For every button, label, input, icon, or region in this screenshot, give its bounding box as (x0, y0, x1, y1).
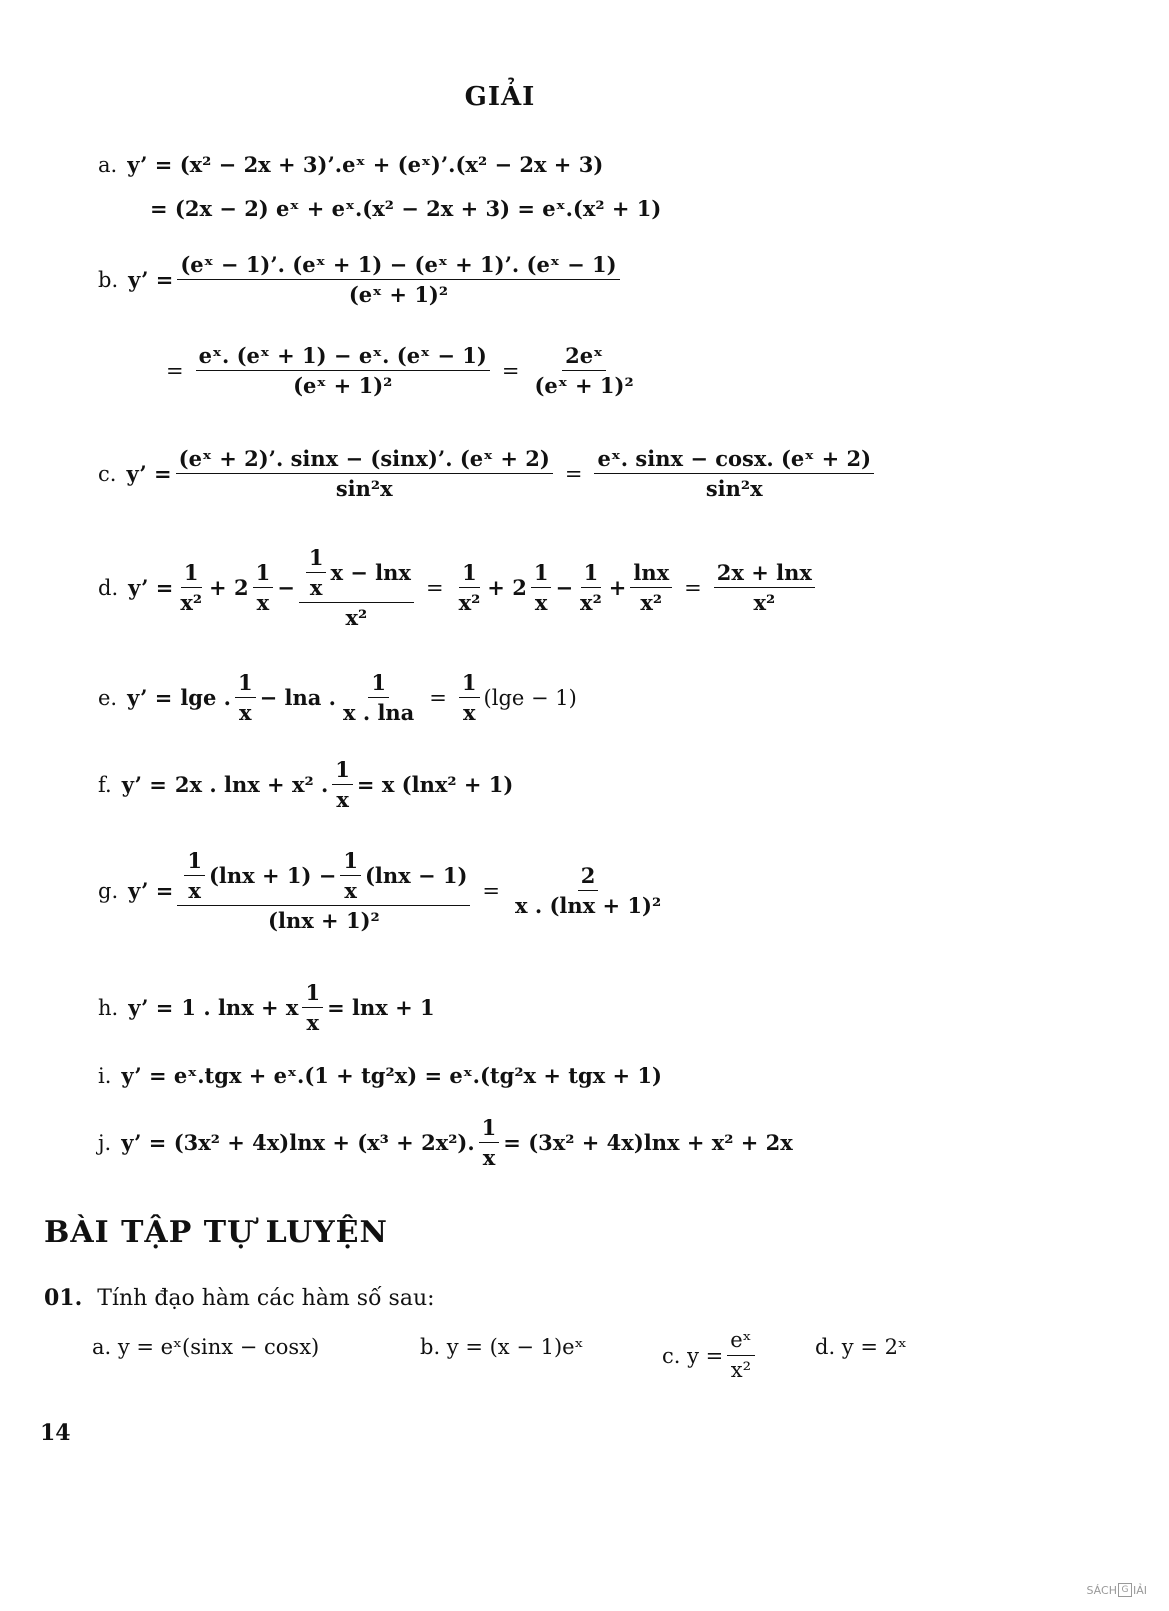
exercise-prompt: Tính đạo hàm các hàm số sau: (97, 1286, 435, 1311)
solution-e-label: e. (98, 685, 118, 710)
solution-e-line (98, 670, 577, 725)
solution-e-lhs: y’ = (127, 685, 173, 711)
solution-d-label: d. (98, 575, 119, 600)
numerator: 2 (578, 863, 599, 891)
section-title: BÀI TẬP TỰ LUYỆN (44, 1215, 388, 1250)
solution-b-f3-numerator: 2eˣ (562, 343, 606, 371)
solution-b-label: b. (98, 267, 119, 292)
solution-f-lhs: y’ = (121, 772, 167, 798)
solution-h-lhs: y’ = (128, 995, 174, 1021)
numerator: 1 (306, 545, 327, 573)
numerator: 1 (531, 560, 552, 588)
solution-d-frac-1-x2-b (456, 560, 484, 615)
solution-d-result (714, 560, 815, 615)
solution-e-tail: (lge − 1) (483, 685, 577, 710)
watermark-logo (1087, 1583, 1148, 1597)
solution-f-term1: 2x . lnx + x² . (174, 772, 329, 798)
numerator: 1 (302, 980, 323, 1008)
inner-rest: x − lnx (330, 560, 411, 586)
solution-h-frac-1-x (302, 980, 323, 1035)
inner-frac-1-x-b (340, 848, 361, 903)
solution-b-f3-denominator: (eˣ + 1)² (534, 373, 634, 399)
solution-b-fraction2 (196, 343, 490, 398)
solution-h-term1: 1 . lnx + x (181, 995, 299, 1021)
solution-f-frac-1-x (332, 757, 353, 812)
solution-d-equals-2: = (684, 575, 702, 600)
solution-d-plus: + (608, 575, 627, 601)
denominator: x . (lnx + 1)² (515, 893, 662, 919)
solution-b-f2-numerator: eˣ. (eˣ + 1) − eˣ. (eˣ − 1) (196, 343, 490, 371)
denominator: x² (730, 1358, 752, 1383)
exercise-item-b: b. y = (x − 1)eˣ (420, 1335, 584, 1359)
watermark-box-icon: G (1118, 1583, 1132, 1597)
solution-b-lhs: y’ = (128, 267, 174, 293)
numerator: 1 (459, 560, 480, 588)
solution-g-result (512, 863, 664, 918)
solution-i-expr: y’ = eˣ.tgx + eˣ.(1 + tg²x) = eˣ.(tg²x + tgx + 1) (121, 1063, 662, 1088)
solution-f-tail: = x (lnx² + 1) (356, 772, 514, 798)
exercise-item-a: a. y = eˣ(sinx − cosx) (92, 1335, 320, 1359)
solution-c-line (98, 446, 878, 501)
solution-j-term1: y’ = (3x² + 4x)lnx + (x³ + 2x²). (121, 1130, 475, 1156)
watermark-text-right: IẢI (1132, 1583, 1147, 1597)
solution-e-term1: lge . (180, 685, 231, 711)
solution-i-label: i. (98, 1063, 112, 1088)
denominator: x (256, 590, 270, 616)
denominator: x (534, 590, 548, 616)
solution-g-label: g. (98, 878, 119, 903)
solution-j-label: j. (98, 1130, 112, 1155)
numerator: 2x + lnx (714, 560, 815, 588)
denominator: x (309, 575, 323, 601)
solution-b-line2 (158, 343, 641, 398)
solution-e-equals: = (429, 685, 447, 710)
solution-b-equals-2: = (501, 358, 520, 383)
solution-j-tail: = (3x² + 4x)lnx + x² + 2x (503, 1130, 793, 1156)
compound-numerator (177, 848, 470, 906)
denominator: x (482, 1145, 496, 1171)
solution-g-lhs: y’ = (128, 878, 174, 904)
denominator: x . lna (342, 700, 415, 726)
solution-b-fraction1 (177, 252, 619, 307)
solution-g-line (98, 848, 668, 934)
solution-c-fraction1 (176, 446, 553, 501)
denominator: x (344, 878, 357, 904)
exercise-item-d: d. y = 2ˣ (815, 1335, 907, 1359)
solution-h-line (98, 980, 435, 1035)
numerator: 1 (581, 560, 602, 588)
denominator: x (188, 878, 201, 904)
solution-c-f1-denominator: sin²x (335, 476, 393, 502)
compound-denominator: x² (345, 605, 368, 631)
solution-j-frac-1-x (479, 1115, 500, 1170)
denominator: x² (753, 590, 776, 616)
numerator: 1 (459, 670, 480, 698)
compound-numerator (299, 545, 414, 603)
solution-h-tail: = lnx + 1 (327, 995, 435, 1021)
numerator: 1 (479, 1115, 500, 1143)
exercise-item-c-lhs: c. y = (662, 1343, 724, 1368)
exercise-prompt-line (44, 1285, 435, 1311)
exercise-number: 01. (44, 1285, 83, 1311)
solution-d-minus: − (277, 575, 295, 601)
solution-g-equals: = (482, 878, 501, 903)
numerator: 1 (235, 670, 256, 698)
numerator: 1 (184, 848, 205, 876)
solution-a-label: a. (98, 152, 118, 177)
solution-b-equals: = (166, 358, 184, 383)
part1: (lnx + 1) − (208, 863, 337, 889)
page-number: 14 (40, 1420, 71, 1446)
solution-d-compound-fraction (299, 545, 414, 631)
denominator: x² (180, 590, 203, 616)
inner-frac-1-x (306, 545, 327, 600)
numerator: eˣ (727, 1328, 754, 1356)
solution-c-label: c. (98, 461, 117, 486)
solution-d-frac-1-x2-c (577, 560, 605, 615)
page-title: GIẢI (464, 82, 536, 112)
denominator: x² (640, 590, 663, 616)
denominator: x (239, 700, 252, 726)
solution-d-plus2-b: + 2 (487, 575, 527, 601)
denominator: x² (580, 590, 602, 616)
solution-d-equals: = (425, 575, 444, 600)
solution-e-term2: − lna . (259, 685, 336, 711)
solution-c-equals: = (564, 461, 583, 486)
solution-f-label: f. (98, 772, 112, 797)
denominator: x (306, 1010, 320, 1036)
solution-c-f1-numerator: (eˣ + 2)’. sinx − (sinx)’. (eˣ + 2) (176, 446, 553, 474)
solution-f-line (98, 757, 513, 812)
numerator: 1 (253, 560, 274, 588)
solution-b-line1 (98, 252, 624, 307)
solution-d-frac-1-x (253, 560, 274, 615)
watermark-text-left: SÁCH (1086, 1583, 1117, 1597)
solution-b-f1-numerator: (eˣ − 1)’. (eˣ + 1) − (eˣ + 1)’. (eˣ − 1) (177, 252, 619, 280)
solution-e-frac-1-x-b (459, 670, 480, 725)
solution-d-frac-1-x-b (531, 560, 552, 615)
solution-b-fraction3 (531, 343, 636, 398)
numerator: 1 (368, 670, 389, 698)
solution-e-frac-1-x (235, 670, 256, 725)
solution-d-minus-b: − (555, 575, 574, 601)
numerator: 1 (332, 757, 353, 785)
solution-d-plus2: + 2 (209, 575, 249, 601)
solution-a-line1 (98, 152, 603, 177)
solution-d-frac-1-x2 (177, 560, 205, 615)
solution-h-label: h. (98, 995, 119, 1020)
solution-c-f2-numerator: eˣ. sinx − cosx. (eˣ + 2) (594, 446, 874, 474)
denominator: x² (458, 590, 481, 616)
numerator: 1 (181, 560, 202, 588)
solution-b-f2-denominator: (eˣ + 1)² (293, 373, 393, 399)
solution-a-line2 (150, 196, 661, 221)
solution-g-compound-fraction (177, 848, 470, 934)
solution-j-line (98, 1115, 793, 1170)
solution-d-lhs: y’ = (128, 575, 174, 601)
solution-d-frac-lnx-x2 (630, 560, 672, 615)
solution-c-lhs: y’ = (126, 461, 172, 487)
solution-a-expr2: = (2x − 2) eˣ + eˣ.(x² − 2x + 3) = eˣ.(x² + 1) (150, 196, 662, 221)
compound-denominator: (lnx + 1)² (268, 908, 380, 934)
part2: (lnx − 1) (364, 863, 468, 889)
denominator: x (336, 787, 349, 813)
solution-e-frac-1-xlna (340, 670, 417, 725)
solution-c-fraction2 (594, 446, 874, 501)
solution-a-expr1: y’ = (x² − 2x + 3)’.eˣ + (eˣ)’.(x² − 2x + 3) (127, 152, 604, 177)
exercise-item-c-fraction (727, 1328, 754, 1383)
denominator: x (462, 700, 476, 726)
solution-c-f2-denominator: sin²x (705, 476, 763, 502)
solution-b-f1-denominator: (eˣ + 1)² (348, 282, 449, 308)
exercise-item-c (662, 1328, 759, 1383)
inner-frac-1-x (184, 848, 205, 903)
solution-d-line (98, 545, 819, 631)
solution-i-line (98, 1063, 662, 1088)
numerator: lnx (630, 560, 672, 588)
numerator: 1 (340, 848, 361, 876)
